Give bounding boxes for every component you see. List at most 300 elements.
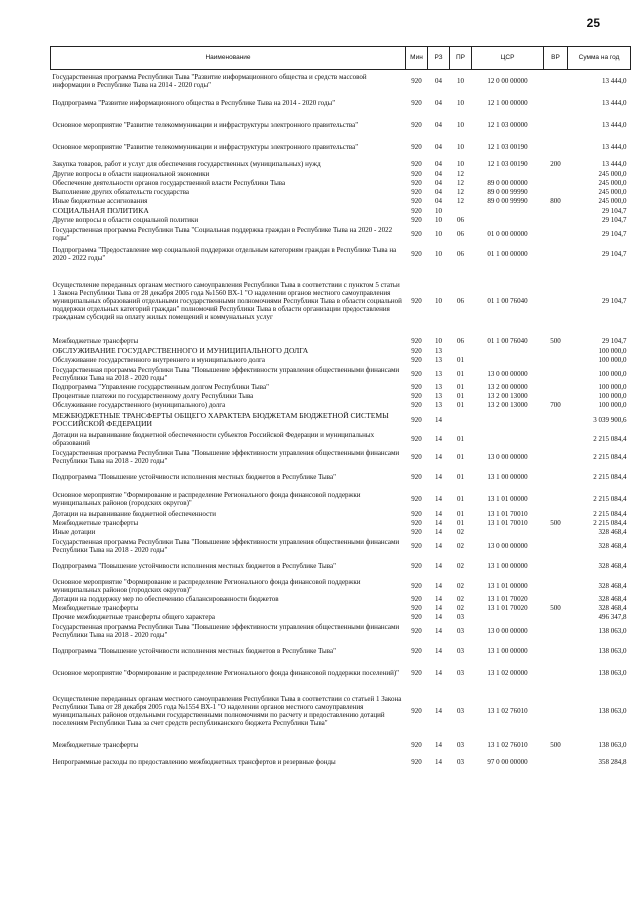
table-row <box>51 206 631 216</box>
row-sum: 138 063,0 <box>598 706 627 715</box>
row-sum: 2 215 084,4 <box>593 452 627 461</box>
row-sum: 13 444,0 <box>602 120 627 129</box>
row-csr: 12 1 03 00190 <box>487 142 528 151</box>
row-min: 920 <box>411 159 422 168</box>
row-sum: 245 000,0 <box>598 197 627 205</box>
header-min: Мин <box>406 47 428 70</box>
row-rz: 10 <box>435 296 442 305</box>
table-row <box>51 392 631 401</box>
row-sum: 29 104,7 <box>602 216 627 224</box>
row-pr: 03 <box>457 740 464 749</box>
row-pr: 06 <box>457 229 464 238</box>
table-row <box>51 383 631 392</box>
row-rz: 14 <box>435 613 442 621</box>
row-pr: 12 <box>457 170 464 178</box>
row-csr: 89 0 00 99990 <box>487 197 528 205</box>
row-name: Государственная программа Республики Тыва "Социальная поддержка граждан в Республике Тыва на 2020 - 2022 годы" <box>52 225 393 242</box>
row-min: 920 <box>411 392 422 400</box>
row-name: Государственная программа Республики Тыва "Повышение эффективности управления общественными финансами Республики Тыва на 2018 - 2020 годы" <box>52 365 400 382</box>
row-vr <box>544 752 568 772</box>
row-sum: 3 039 900,6 <box>593 415 627 424</box>
row-min: 920 <box>411 249 422 258</box>
table-row <box>51 188 631 197</box>
row-pr: 06 <box>457 249 464 258</box>
row-vr <box>544 613 568 622</box>
row-name: ОБСЛУЖИВАНИЕ ГОСУДАРСТВЕННОГО И МУНИЦИПАЛЬНОГО ДОЛГА <box>52 345 309 355</box>
row-vr: 500 <box>550 604 561 612</box>
row-vr <box>544 243 568 265</box>
row-vr: 700 <box>550 401 561 409</box>
table-row <box>51 225 631 243</box>
row-vr <box>544 188 568 197</box>
row-csr: 13 2 00 13000 <box>487 392 528 400</box>
table-row <box>51 70 631 92</box>
row-min: 920 <box>411 188 422 196</box>
row-min: 920 <box>411 613 422 621</box>
row-sum: 328 468,4 <box>598 604 627 612</box>
row-vr <box>544 206 568 216</box>
table-row <box>51 410 631 430</box>
row-pr: 12 <box>457 188 464 196</box>
table-row <box>51 365 631 383</box>
row-name: Основное мероприятие "Формирование и распределение Регионального фонда финансовой поддержки поселений)" <box>52 668 400 677</box>
row-pr: 02 <box>457 604 464 612</box>
row-name: Обслуживание государственного внутреннего и муниципального долга <box>52 356 265 364</box>
row-csr: 89 0 00 00000 <box>487 179 528 187</box>
row-pr: 10 <box>457 142 464 151</box>
row-min: 920 <box>411 510 422 518</box>
row-sum: 138 063,0 <box>598 668 627 677</box>
row-pr: 01 <box>457 452 464 461</box>
row-sum: 496 347,8 <box>598 613 627 621</box>
row-csr: 12 1 03 00190 <box>487 159 528 168</box>
row-min: 920 <box>411 98 422 107</box>
row-rz: 10 <box>435 249 442 258</box>
row-sum: 245 000,0 <box>598 170 627 178</box>
row-name: Закупка товаров, работ и услуг для обеспечения государственных (муниципальных) нужд <box>52 159 321 168</box>
row-vr <box>544 537 568 555</box>
row-sum: 29 104,7 <box>602 229 627 238</box>
table-row <box>51 430 631 448</box>
row-rz: 14 <box>435 528 442 536</box>
row-name: Основное мероприятие "Формирование и распределение Регионального фонда финансовой поддержки муниципальных районов (городских округов)" <box>52 577 361 594</box>
table-row <box>51 170 631 179</box>
row-csr: 13 0 00 00000 <box>487 369 528 378</box>
row-rz: 13 <box>435 356 442 364</box>
row-pr: 03 <box>457 626 464 635</box>
row-rz: 14 <box>435 757 442 766</box>
row-name: Иные бюджетные ассигнования <box>52 197 148 205</box>
row-rz: 13 <box>435 401 442 409</box>
table-row <box>51 519 631 528</box>
row-vr <box>544 555 568 577</box>
page-number: 25 <box>586 16 600 30</box>
row-vr <box>544 216 568 225</box>
row-name: Основное мероприятие "Формирование и распределение Регионального фонда финансовой поддержки муниципальных районов (городских округов)" <box>52 490 361 507</box>
row-rz: 10 <box>435 229 442 238</box>
row-min: 920 <box>411 296 422 305</box>
row-vr <box>544 448 568 466</box>
row-name: Другие вопросы в области национальной экономики <box>52 170 210 178</box>
row-csr <box>472 430 544 448</box>
row-sum: 2 215 084,4 <box>593 519 627 527</box>
table-row <box>51 346 631 356</box>
row-vr <box>544 114 568 136</box>
row-vr <box>544 488 568 510</box>
row-pr: 02 <box>457 541 464 550</box>
row-name: Осуществление переданных органам местного самоуправления Республики Тыва в соответствии со статьей 1 Закона Республики Тыва от 28 декабря 2005 года №1554 ВХ-1 "О наделении органов местного самоуправления муниципальных районов отдельными государственными полномочиями по расчету и предоставлению дотаций поселениям Республики Тыва за счет средств республиканского бюджета Республики Тыва" <box>52 694 402 727</box>
row-pr: 01 <box>457 519 464 527</box>
row-min: 920 <box>411 668 422 677</box>
row-csr: 13 1 02 00000 <box>487 668 528 677</box>
row-min: 920 <box>411 346 422 355</box>
row-rz: 13 <box>435 369 442 378</box>
row-rz: 14 <box>435 740 442 749</box>
row-sum: 100 000,0 <box>598 401 627 409</box>
row-sum: 2 215 084,4 <box>593 494 627 503</box>
table-row <box>51 337 631 346</box>
row-vr <box>544 466 568 488</box>
row-vr <box>544 622 568 640</box>
row-rz: 14 <box>435 452 442 461</box>
row-name: Обеспечение деятельности органов государственной власти Республики Тыва <box>52 179 286 187</box>
row-pr: 02 <box>457 561 464 570</box>
table-row <box>51 216 631 225</box>
row-sum: 100 000,0 <box>598 369 627 378</box>
row-min: 920 <box>411 179 422 187</box>
row-vr <box>544 595 568 604</box>
row-rz: 14 <box>435 668 442 677</box>
row-min: 920 <box>411 383 422 391</box>
row-pr: 01 <box>457 356 464 364</box>
row-vr <box>544 225 568 243</box>
header-vr: ВР <box>544 47 568 70</box>
row-rz: 04 <box>435 76 442 85</box>
row-min: 920 <box>411 706 422 715</box>
row-vr <box>544 410 568 430</box>
row-pr: 06 <box>457 216 464 224</box>
row-rz: 14 <box>435 646 442 655</box>
row-min: 920 <box>411 494 422 503</box>
row-min: 920 <box>411 595 422 603</box>
row-csr: 13 1 01 00000 <box>487 494 528 503</box>
row-sum: 245 000,0 <box>598 188 627 196</box>
row-pr: 02 <box>457 528 464 536</box>
table-row <box>51 510 631 519</box>
row-pr: 10 <box>457 120 464 129</box>
row-csr <box>472 170 544 179</box>
row-rz: 14 <box>435 510 442 518</box>
row-pr: 03 <box>457 706 464 715</box>
row-rz: 04 <box>435 170 442 178</box>
row-min: 920 <box>411 197 422 205</box>
table-row <box>51 577 631 595</box>
row-rz: 04 <box>435 197 442 205</box>
row-name: Процентные платежи по государственному долгу Республики Тыва <box>52 392 254 400</box>
row-min: 920 <box>411 206 422 215</box>
table-row <box>51 243 631 265</box>
row-csr: 12 1 00 00000 <box>487 98 528 107</box>
row-min: 920 <box>411 76 422 85</box>
row-vr <box>544 265 568 337</box>
row-min: 920 <box>411 541 422 550</box>
row-name: Межбюджетные трансферты <box>52 337 139 345</box>
row-sum: 29 104,7 <box>602 296 627 305</box>
row-min: 920 <box>411 626 422 635</box>
row-min: 920 <box>411 216 422 224</box>
row-pr: 06 <box>457 337 464 345</box>
row-min: 920 <box>411 415 422 424</box>
row-pr: 12 <box>457 197 464 205</box>
row-sum: 100 000,0 <box>598 392 627 400</box>
row-sum: 29 104,7 <box>602 337 627 345</box>
row-pr <box>450 346 472 356</box>
row-csr: 13 1 02 76010 <box>487 706 528 715</box>
row-sum: 2 215 084,4 <box>593 510 627 518</box>
row-csr: 13 2 00 00000 <box>487 383 528 391</box>
table-row <box>51 488 631 510</box>
row-csr: 12 0 00 00000 <box>487 76 528 85</box>
header-rz: РЗ <box>428 47 450 70</box>
row-vr <box>544 383 568 392</box>
row-name: Государственная программа Республики Тыва "Развитие информационного общества и средств массовой информации в Республике Тыва на 2014 - 2020 годы" <box>52 72 367 89</box>
row-rz: 14 <box>435 561 442 570</box>
row-min: 920 <box>411 452 422 461</box>
row-min: 920 <box>411 581 422 590</box>
row-pr: 10 <box>457 159 464 168</box>
table-row <box>51 604 631 613</box>
row-vr <box>544 92 568 114</box>
row-name: Дотации на поддержку мер по обеспечению сбалансированности бюджетов <box>52 595 279 603</box>
table-row <box>51 158 631 170</box>
row-pr: 10 <box>457 98 464 107</box>
row-name: Подпрограмма "Управление государственным долгом Республики Тыва" <box>52 383 269 391</box>
row-min: 920 <box>411 561 422 570</box>
table-row <box>51 738 631 752</box>
row-sum: 100 000,0 <box>598 346 627 355</box>
row-min: 920 <box>411 757 422 766</box>
row-pr: 03 <box>457 646 464 655</box>
table-row <box>51 555 631 577</box>
row-rz: 14 <box>435 706 442 715</box>
budget-table <box>50 46 631 772</box>
table-row <box>51 613 631 622</box>
row-name: Другие вопросы в области социальной политики <box>52 216 199 224</box>
row-rz: 10 <box>435 337 442 345</box>
row-pr: 01 <box>457 392 464 400</box>
table-row <box>51 752 631 772</box>
row-rz: 14 <box>435 581 442 590</box>
row-name: Осуществление переданных органам местного самоуправления Республики Тыва в соответствии с пунктом 5 статьи 1 Закона Республики Тыва от 28 декабря 2005 года №1560 ВХ-1 "О наделении органов местного самоуправления муниципальных образований отдельными государственными полномочиями Республики Тыва в области социальной поддержки отдельных категорий граждан" полномочий Республики Тыва в области организации предоставления гражданам субсидий на оплату жилых помещений и коммунальных услуг <box>52 280 402 321</box>
row-name: Подпрограмма "Повышение устойчивости исполнения местных бюджетов в Республике Тыва" <box>52 472 336 481</box>
table-row <box>51 448 631 466</box>
row-min: 920 <box>411 646 422 655</box>
row-vr <box>544 430 568 448</box>
row-sum: 13 444,0 <box>602 142 627 151</box>
header-pr: ПР <box>450 47 472 70</box>
row-min: 920 <box>411 519 422 527</box>
row-name: Подпрограмма "Развитие информационного общества в Республике Тыва на 2014 - 2020 годы" <box>52 98 336 107</box>
row-vr <box>544 640 568 662</box>
row-rz: 04 <box>435 98 442 107</box>
row-csr: 89 0 00 99990 <box>487 188 528 196</box>
row-name: Государственная программа Республики Тыва "Повышение эффективности управления общественными финансами Республики Тыва на 2018 - 2020 годы" <box>52 537 400 554</box>
row-min: 920 <box>411 472 422 481</box>
row-pr: 01 <box>457 510 464 518</box>
row-csr <box>472 356 544 365</box>
row-sum: 138 063,0 <box>598 626 627 635</box>
row-vr <box>544 577 568 595</box>
row-name: Непрограммные расходы по предоставлению межбюджетных трансфертов и резервные фонды <box>52 757 336 766</box>
row-csr: 13 0 00 00000 <box>487 626 528 635</box>
row-sum: 358 284,8 <box>598 757 627 766</box>
row-sum: 328 468,4 <box>598 528 627 536</box>
row-vr: 500 <box>550 337 561 345</box>
row-pr <box>450 206 472 216</box>
row-vr <box>544 70 568 92</box>
row-min: 920 <box>411 229 422 238</box>
table-row <box>51 595 631 604</box>
table-row <box>51 662 631 684</box>
row-csr: 13 1 01 00000 <box>487 581 528 590</box>
row-rz: 04 <box>435 159 442 168</box>
row-rz: 14 <box>435 604 442 612</box>
table-row <box>51 684 631 738</box>
row-sum: 13 444,0 <box>602 159 627 168</box>
row-vr <box>544 356 568 365</box>
row-rz: 04 <box>435 188 442 196</box>
row-sum: 13 444,0 <box>602 76 627 85</box>
row-rz: 14 <box>435 595 442 603</box>
row-sum: 29 104,7 <box>602 206 627 215</box>
table-row <box>51 622 631 640</box>
row-csr <box>472 528 544 537</box>
row-name: МЕЖБЮДЖЕТНЫЕ ТРАНСФЕРТЫ ОБЩЕГО ХАРАКТЕРА БЮДЖЕТАМ БЮДЖЕТНОЙ СИСТЕМЫ РОССИЙСКОЙ ФЕДЕРАЦИИ <box>52 410 389 428</box>
row-rz: 10 <box>435 216 442 224</box>
row-name: Подпрограмма "Повышение устойчивости исполнения местных бюджетов в Республике Тыва" <box>52 646 336 655</box>
row-pr: 03 <box>457 668 464 677</box>
row-min: 920 <box>411 740 422 749</box>
row-csr: 01 1 00 00000 <box>487 249 528 258</box>
row-csr: 97 0 00 00000 <box>487 757 528 766</box>
row-rz: 13 <box>435 383 442 391</box>
row-rz: 04 <box>435 142 442 151</box>
row-pr: 12 <box>457 179 464 187</box>
table-row <box>51 179 631 188</box>
row-sum: 328 468,4 <box>598 561 627 570</box>
row-name: Межбюджетные трансферты <box>52 740 139 749</box>
row-vr <box>544 662 568 684</box>
row-sum: 100 000,0 <box>598 356 627 364</box>
row-name: Обслуживание государственного (муниципального) долга <box>52 401 226 409</box>
row-rz: 13 <box>435 392 442 400</box>
row-sum: 13 444,0 <box>602 98 627 107</box>
row-csr: 13 1 00 00000 <box>487 646 528 655</box>
row-csr: 13 1 01 70010 <box>487 510 528 518</box>
row-csr: 13 1 00 00000 <box>487 472 528 481</box>
row-sum: 100 000,0 <box>598 383 627 391</box>
table-row <box>51 466 631 488</box>
table-header-row <box>51 47 631 70</box>
header-sum: Сумма на год <box>568 47 631 70</box>
row-csr: 13 1 01 70010 <box>487 519 528 527</box>
row-vr: 500 <box>550 519 561 527</box>
row-name: Выполнение других обязательств государства <box>52 188 190 196</box>
row-vr: 200 <box>550 159 561 168</box>
table-row <box>51 92 631 114</box>
row-vr <box>544 346 568 356</box>
row-vr: 500 <box>550 740 561 749</box>
row-rz: 14 <box>435 541 442 550</box>
table-row <box>51 640 631 662</box>
table-row <box>51 265 631 337</box>
row-vr <box>544 528 568 537</box>
row-vr: 800 <box>550 197 561 205</box>
row-min: 920 <box>411 142 422 151</box>
row-pr: 01 <box>457 369 464 378</box>
header-csr: ЦСР <box>472 47 544 70</box>
row-pr: 06 <box>457 296 464 305</box>
row-rz: 04 <box>435 120 442 129</box>
row-csr <box>472 216 544 225</box>
row-rz: 14 <box>435 472 442 481</box>
row-name: Межбюджетные трансферты <box>52 519 139 527</box>
row-csr: 01 1 00 76040 <box>487 296 528 305</box>
row-sum: 138 063,0 <box>598 740 627 749</box>
row-pr: 01 <box>457 472 464 481</box>
row-min: 920 <box>411 401 422 409</box>
row-name: Дотации на выравнивание бюджетной обеспеченности субъектов Российской Федерации и муниципальных образований <box>52 430 375 447</box>
row-name: Прочие межбюджетные трансферты общего характера <box>52 613 215 621</box>
table-row <box>51 356 631 365</box>
row-sum: 2 215 084,4 <box>593 472 627 481</box>
row-csr: 01 0 00 00000 <box>487 229 528 238</box>
table-row <box>51 197 631 206</box>
row-csr: 01 1 00 76040 <box>487 337 528 345</box>
row-min: 920 <box>411 120 422 129</box>
row-rz: 14 <box>435 626 442 635</box>
row-rz: 14 <box>435 519 442 527</box>
row-rz: 10 <box>435 206 442 215</box>
row-csr: 13 2 00 13000 <box>487 401 528 409</box>
table-row <box>51 401 631 410</box>
row-min: 920 <box>411 337 422 345</box>
row-min: 920 <box>411 528 422 536</box>
row-name: Основное мероприятие "Развитие телекоммуникации и инфраструктуры электронного правительства" <box>52 142 359 151</box>
row-pr: 02 <box>457 581 464 590</box>
row-min: 920 <box>411 369 422 378</box>
row-csr <box>472 613 544 622</box>
row-csr: 13 1 01 70020 <box>487 595 528 603</box>
row-csr: 13 0 00 00000 <box>487 541 528 550</box>
row-csr <box>472 206 544 216</box>
row-sum: 328 468,4 <box>598 581 627 590</box>
row-csr: 13 1 02 76010 <box>487 740 528 749</box>
table-body <box>51 70 631 772</box>
row-csr: 13 1 01 70020 <box>487 604 528 612</box>
row-name: Иные дотации <box>52 528 96 536</box>
row-rz: 04 <box>435 179 442 187</box>
row-sum: 328 468,4 <box>598 595 627 603</box>
row-min: 920 <box>411 356 422 364</box>
row-vr <box>544 170 568 179</box>
row-name: СОЦИАЛЬНАЯ ПОЛИТИКА <box>52 205 149 215</box>
row-csr <box>472 346 544 356</box>
row-name: Дотации на выравнивание бюджетной обеспеченности <box>52 510 216 518</box>
row-rz: 14 <box>435 434 442 443</box>
row-sum: 29 104,7 <box>602 249 627 258</box>
table-row <box>51 136 631 158</box>
